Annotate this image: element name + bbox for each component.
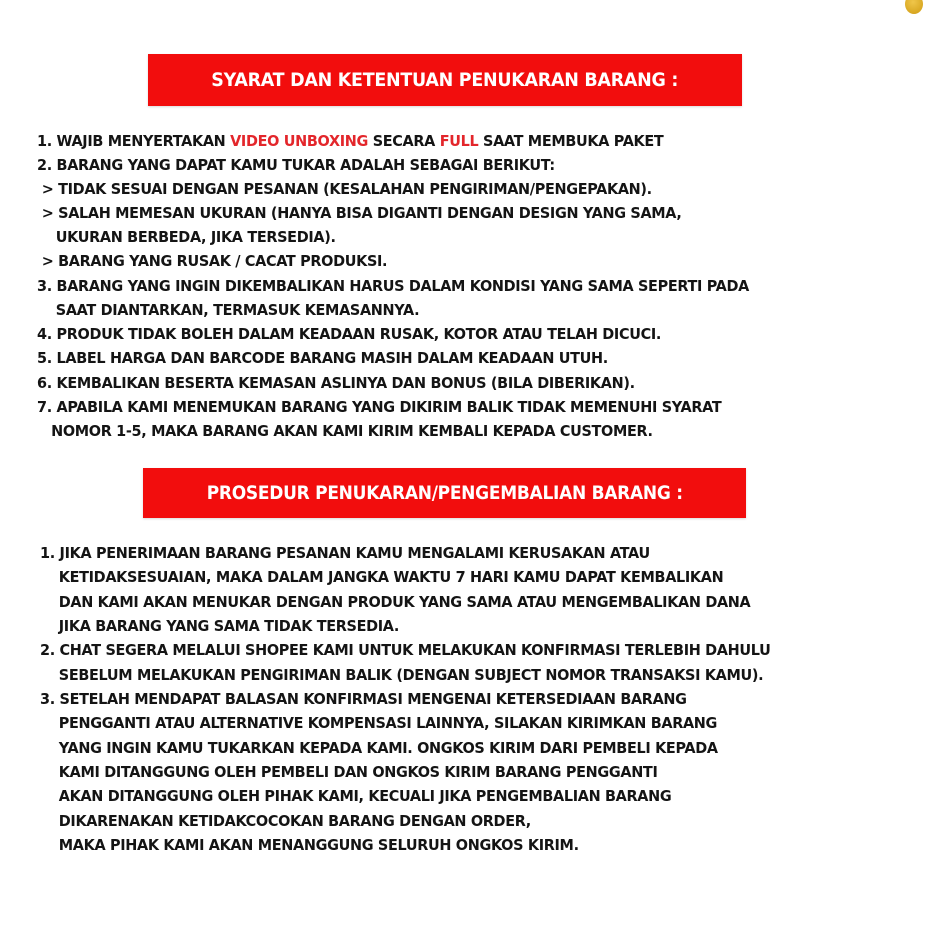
- procedure-line: YANG INGIN KAMU TUKARKAN KEPADA KAMI. ONGKOS KIRIM DARI PEMBELI KEPADA: [40, 739, 718, 757]
- procedure-section-title: PROSEDUR PENUKARAN/PENGEMBALIAN BARANG :: [206, 482, 683, 504]
- terms-line: > TIDAK SESUAI DENGAN PESANAN (KESALAHAN PENGIRIMAN/PENGEPAKAN).: [37, 180, 652, 198]
- terms-section-title: SYARAT DAN KETENTUAN PENUKARAN BARANG :: [211, 69, 679, 91]
- terms-item-1-suffix: SAAT MEMBUKA PAKET: [478, 132, 664, 150]
- terms-section-heading: [148, 54, 742, 106]
- terms-line: 5. LABEL HARGA DAN BARCODE BARANG MASIH DALAM KEADAAN UTUH.: [37, 349, 608, 367]
- procedure-line: DIKARENAKAN KETIDAKCOCOKAN BARANG DENGAN ORDER,: [40, 812, 531, 830]
- full-highlight: FULL: [439, 132, 479, 150]
- terms-line: NOMOR 1-5, MAKA BARANG AKAN KAMI KIRIM KEMBALI KEPADA CUSTOMER.: [37, 422, 653, 440]
- procedure-line: MAKA PIHAK KAMI AKAN MENANGGUNG SELURUH ONGKOS KIRIM.: [40, 836, 579, 854]
- terms-line: SAAT DIANTARKAN, TERMASUK KEMASANNYA.: [37, 301, 420, 319]
- terms-line: 4. PRODUK TIDAK BOLEH DALAM KEADAAN RUSAK, KOTOR ATAU TELAH DICUCI.: [37, 325, 662, 343]
- procedure-line: DAN KAMI AKAN MENUKAR DENGAN PRODUK YANG SAMA ATAU MENGEMBALIKAN DANA: [40, 593, 751, 611]
- terms-item-1: [37, 132, 663, 150]
- procedure-section-heading: [143, 468, 746, 518]
- procedure-line: KETIDAKSESUAIAN, MAKA DALAM JANGKA WAKTU 7 HARI KAMU DAPAT KEMBALIKAN: [40, 568, 724, 586]
- procedure-line: PENGGANTI ATAU ALTERNATIVE KOMPENSASI LAINNYA, SILAKAN KIRIMKAN BARANG: [40, 714, 718, 732]
- terms-line: 2. BARANG YANG DAPAT KAMU TUKAR ADALAH SEBAGAI BERIKUT:: [37, 156, 555, 174]
- procedure-line: KAMI DITANGGUNG OLEH PEMBELI DAN ONGKOS KIRIM BARANG PENGGANTI: [40, 763, 658, 781]
- terms-line: > BARANG YANG RUSAK / CACAT PRODUKSI.: [37, 252, 388, 270]
- gold-circle-decoration: [905, 0, 923, 14]
- video-unboxing-highlight: VIDEO UNBOXING: [230, 132, 369, 150]
- terms-item-1-middle: SECARA: [368, 132, 440, 150]
- procedure-line: 1. JIKA PENERIMAAN BARANG PESANAN KAMU MENGALAMI KERUSAKAN ATAU: [40, 544, 650, 562]
- procedure-line: 2. CHAT SEGERA MELALUI SHOPEE KAMI UNTUK MELAKUKAN KONFIRMASI TERLEBIH DAHULU: [40, 641, 771, 659]
- terms-line: 3. BARANG YANG INGIN DIKEMBALIKAN HARUS DALAM KONDISI YANG SAMA SEPERTI PADA: [37, 277, 749, 295]
- terms-line: UKURAN BERBEDA, JIKA TERSEDIA).: [37, 228, 336, 246]
- procedure-line: 3. SETELAH MENDAPAT BALASAN KONFIRMASI MENGENAI KETERSEDIAAN BARANG: [40, 690, 687, 708]
- procedure-line: JIKA BARANG YANG SAMA TIDAK TERSEDIA.: [40, 617, 400, 635]
- procedure-line: SEBELUM MELAKUKAN PENGIRIMAN BALIK (DENGAN SUBJECT NOMOR TRANSAKSI KAMU).: [40, 666, 764, 684]
- procedure-line: AKAN DITANGGUNG OLEH PIHAK KAMI, KECUALI JIKA PENGEMBALIAN BARANG: [40, 787, 672, 805]
- terms-item-1-prefix: 1. WAJIB MENYERTAKAN: [37, 132, 231, 150]
- terms-line: > SALAH MEMESAN UKURAN (HANYA BISA DIGANTI DENGAN DESIGN YANG SAMA,: [37, 204, 682, 222]
- terms-line: 6. KEMBALIKAN BESERTA KEMASAN ASLINYA DAN BONUS (BILA DIBERIKAN).: [37, 374, 635, 392]
- terms-line: 7. APABILA KAMI MENEMUKAN BARANG YANG DIKIRIM BALIK TIDAK MEMENUHI SYARAT: [37, 398, 722, 416]
